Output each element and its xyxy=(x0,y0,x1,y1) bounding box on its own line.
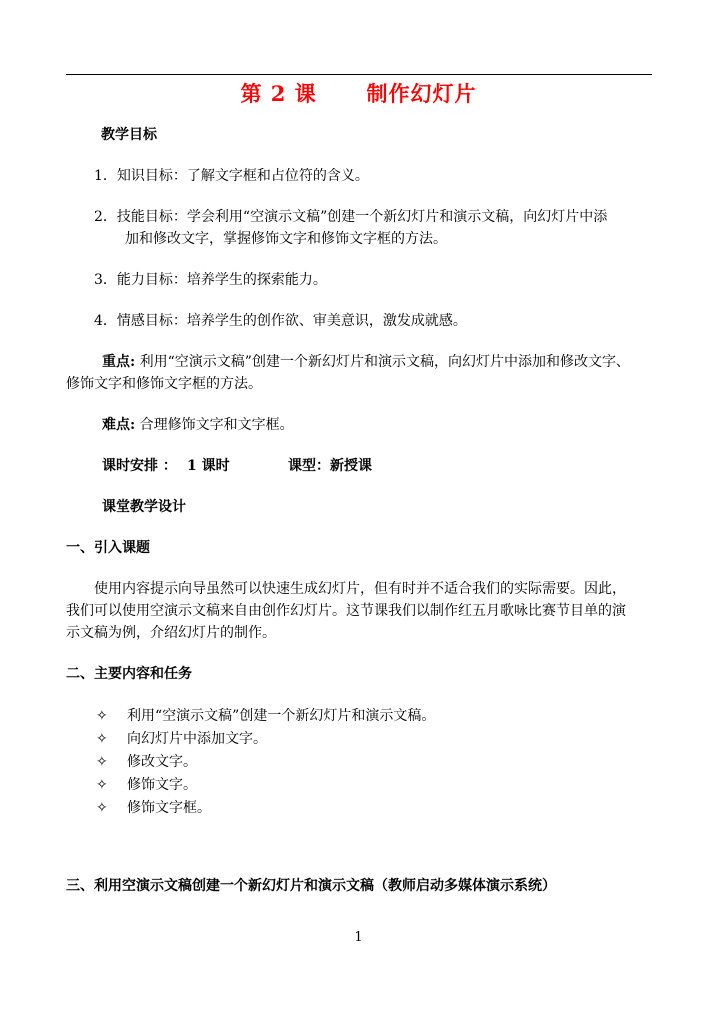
section3-heading: 三、利用空演示文稿创建一个新幻灯片和演示文稿（教师启动多媒体演示系统） xyxy=(66,878,556,894)
schedule-hours: 1 课时 xyxy=(187,458,230,474)
key-point-label: 重点: xyxy=(102,354,136,370)
bullet-icon: ✧ xyxy=(96,754,108,770)
lesson-title: 第 2 课 制作幻灯片 xyxy=(240,81,477,106)
difficulty-label: 难点: xyxy=(102,417,136,433)
section1-para-line3: 示文稿为例，介绍幻灯片的制作。 xyxy=(66,625,276,641)
section1-para-line1: 使用内容提示向导虽然可以快速生成幻灯片，但有时并不适合我们的实际需要。因此， xyxy=(94,581,626,597)
difficulty-text: 合理修饰文字和文字框。 xyxy=(139,417,294,433)
bullet-icon: ✧ xyxy=(96,708,108,724)
task-item: 修改文字。 xyxy=(127,754,197,770)
key-point-text: 利用“空演示文稿”创建一个新幻灯片和演示文稿，向幻灯片中添加和修改文字、 xyxy=(139,354,630,370)
goal-ability: 3．能力目标：培养学生的探索能力。 xyxy=(94,272,327,288)
task-item: 向幻灯片中添加文字。 xyxy=(127,731,267,747)
task-item: 修饰文字框。 xyxy=(127,800,211,816)
task-item: 利用“空演示文稿”创建一个新幻灯片和演示文稿。 xyxy=(127,708,436,724)
schedule-type: 课型：新授课 xyxy=(288,458,372,474)
goal-knowledge: 1．知识目标：了解文字框和占位符的含义。 xyxy=(94,168,369,184)
section1-heading: 一、引入课题 xyxy=(66,540,150,556)
goal-emotion: 4．情感目标：培养学生的创作欲、审美意识，激发成就感。 xyxy=(94,313,467,329)
bullet-icon: ✧ xyxy=(96,777,108,793)
section2-heading: 二、主要内容和任务 xyxy=(66,666,192,682)
goals-heading: 教学目标 xyxy=(101,127,157,143)
schedule-label: 课时安排 ： xyxy=(102,458,177,474)
design-heading: 课堂教学设计 xyxy=(102,499,186,515)
page-number: 1 xyxy=(354,930,363,945)
section1-para-line2: 我们可以使用空演示文稿来自由创作幻灯片。这节课我们以制作红五月歌咏比赛节目单的演 xyxy=(66,603,626,619)
goal-skill-line1: 2．技能目标：学会利用“空演示文稿”创建一个新幻灯片和演示文稿，向幻灯片中添 xyxy=(94,209,608,225)
key-point-line2: 修饰文字和修饰文字框的方法。 xyxy=(66,376,262,392)
goal-skill-line2: 加和修改文字，掌握修饰文字和修饰文字框的方法。 xyxy=(125,231,447,247)
key-point-line1 xyxy=(102,352,630,372)
header-rule xyxy=(66,74,652,75)
bullet-icon: ✧ xyxy=(96,731,108,747)
difficulty xyxy=(102,415,294,435)
task-item: 修饰文字。 xyxy=(127,777,197,793)
bullet-icon: ✧ xyxy=(96,800,108,816)
